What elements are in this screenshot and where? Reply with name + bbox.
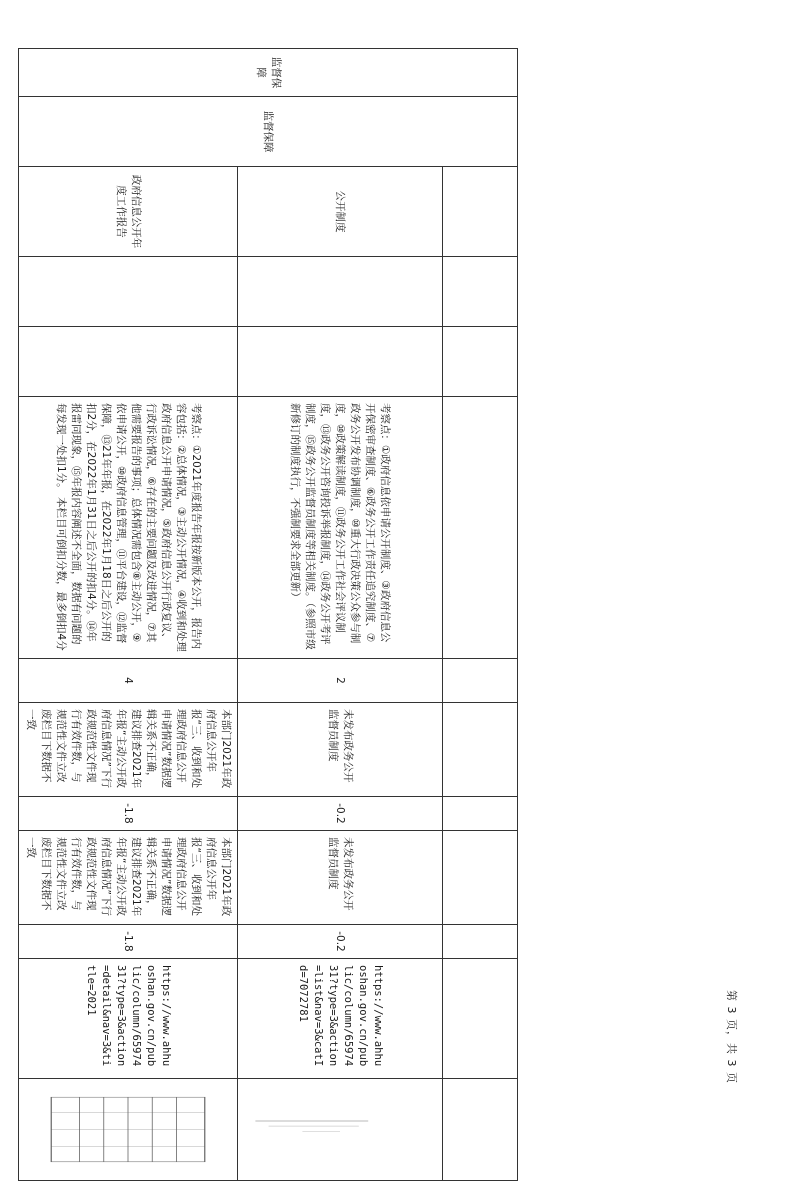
problem-text-2: 本部门2021年政府信息公开年报“三、收到和处理政府信息公开申请情况”数据逻辑关系不正确，建议排查2021年年报“主动公开政府信息情况”下行政规范性文件现行有效件数，与规范性文件立改废栏目下数据不一致 xyxy=(25,837,232,917)
url-text[interactable]: https://www.ahhuoshan.gov.cn/public/column/6597431?type=3&action=detail&nav=3&title=2021 xyxy=(85,965,172,1067)
deduction-value: -0.2 xyxy=(334,803,347,824)
empty-cell xyxy=(443,397,518,659)
problem-cell xyxy=(238,703,443,797)
empty-cell xyxy=(443,167,518,257)
score-value: 4 xyxy=(122,677,135,684)
url-cell xyxy=(238,959,443,1079)
empty-cell xyxy=(443,703,518,797)
rotated-table-container xyxy=(25,48,518,1090)
deduction-value-2: -0.2 xyxy=(334,931,347,952)
screenshot-cell xyxy=(238,1079,443,1181)
problem-cell-2 xyxy=(19,831,238,925)
criteria-cell xyxy=(19,397,238,659)
screenshot-thumbnail xyxy=(246,1087,434,1172)
sub-category-cell xyxy=(19,97,518,167)
empty-cell xyxy=(443,257,518,327)
empty-cell xyxy=(19,327,238,397)
sub-category-label: 监督保障 xyxy=(262,110,275,153)
deduction-cell xyxy=(238,797,443,831)
deduction-cell-2 xyxy=(19,925,238,959)
empty-cell xyxy=(443,959,518,1079)
table-row xyxy=(238,49,443,1181)
url-text[interactable]: https://www.ahhuoshan.gov.cn/public/column/6597431?type=3&action=list&nav=3&catId=7072781 xyxy=(297,965,384,1067)
empty-cell xyxy=(443,327,518,397)
deduction-value: -1.8 xyxy=(122,803,135,824)
empty-cell xyxy=(443,925,518,959)
empty-cell xyxy=(19,257,238,327)
page-footer xyxy=(722,990,740,1110)
evaluation-table xyxy=(18,48,518,1181)
empty-cell xyxy=(443,659,518,703)
problem-text: 未发布政务公开监督员制度 xyxy=(327,709,354,783)
table-row xyxy=(443,49,518,1181)
criteria-text: 考察点：①2021年度报告年报按新版本公开，报告内容包括：②总体情况，③主动公开情况，④收到和处理政府信息公开申请情况，⑤政府信息公开行政复议、行政诉讼情况，⑥存在的主要问题及改进情况，⑦其他需要报告的事项；总体情况需包含⑧主动公开，⑨依申请公开，⑩政府信息管理，⑪平台建设，⑫监督保障，⑬21年年报，在2022年1月18日之后公开的扣2分，在2022年1月31日之后公开的扣4分。⑭年报雷同现象，⑮年报内容阐述不全面，数据有问题的每发现一处扣1分。 本栏目可倒扣分数，最多倒扣4分 xyxy=(55,403,202,652)
empty-cell xyxy=(443,797,518,831)
criteria-cell xyxy=(238,397,443,659)
problem-text-2: 未发布政务公开监督员制度 xyxy=(327,837,354,911)
item-label: 政府信息公开年度工作报告 xyxy=(115,174,142,249)
category-cell xyxy=(19,49,518,97)
item-cell xyxy=(19,167,238,257)
score-cell xyxy=(19,659,238,703)
page-number-text: 第 3 页，共 3 页 xyxy=(725,990,738,1084)
criteria-text: 考察点：①政府信息依申请公开制度、③政府信息公开保密审查制度、⑥政务公开工作责任追究制度、⑦政务公开发布协调制度，⑩重大行政决策公众参与制度，⑩政策解读制度，⑪政务公开工作社会评议制度，⑬政务公开咨询投诉举报制度，⑭政务公开考评制度，⑮政务公开监督员制度等相关制度。（参照市级新修订的制度执行，不强制要求全部更新） xyxy=(289,403,392,650)
empty-cell xyxy=(443,831,518,925)
problem-text: 本部门2021年政府信息公开年报“三、收到和处理政府信息公开申请情况”数据逻辑关系不正确，建议排查2021年年报“主动公开政府信息情况”下行政规范性文件现行有效件数，与规范性文件立改废栏目下数据不一致 xyxy=(25,709,232,789)
screenshot-thumbnail xyxy=(27,1087,229,1172)
deduction-value-2: -1.8 xyxy=(122,931,135,952)
category-label: 监督保障 xyxy=(255,56,282,89)
score-value: 2 xyxy=(334,677,347,684)
item-label: 公开制度 xyxy=(334,190,347,233)
url-cell xyxy=(19,959,238,1079)
empty-cell xyxy=(443,1079,518,1181)
empty-cell xyxy=(238,257,443,327)
problem-cell-2 xyxy=(238,831,443,925)
screenshot-cell xyxy=(19,1079,238,1181)
score-cell xyxy=(238,659,443,703)
item-cell xyxy=(238,167,443,257)
deduction-cell xyxy=(19,797,238,831)
deduction-cell-2 xyxy=(238,925,443,959)
table-row xyxy=(19,49,238,1181)
problem-cell xyxy=(19,703,238,797)
empty-cell xyxy=(238,327,443,397)
